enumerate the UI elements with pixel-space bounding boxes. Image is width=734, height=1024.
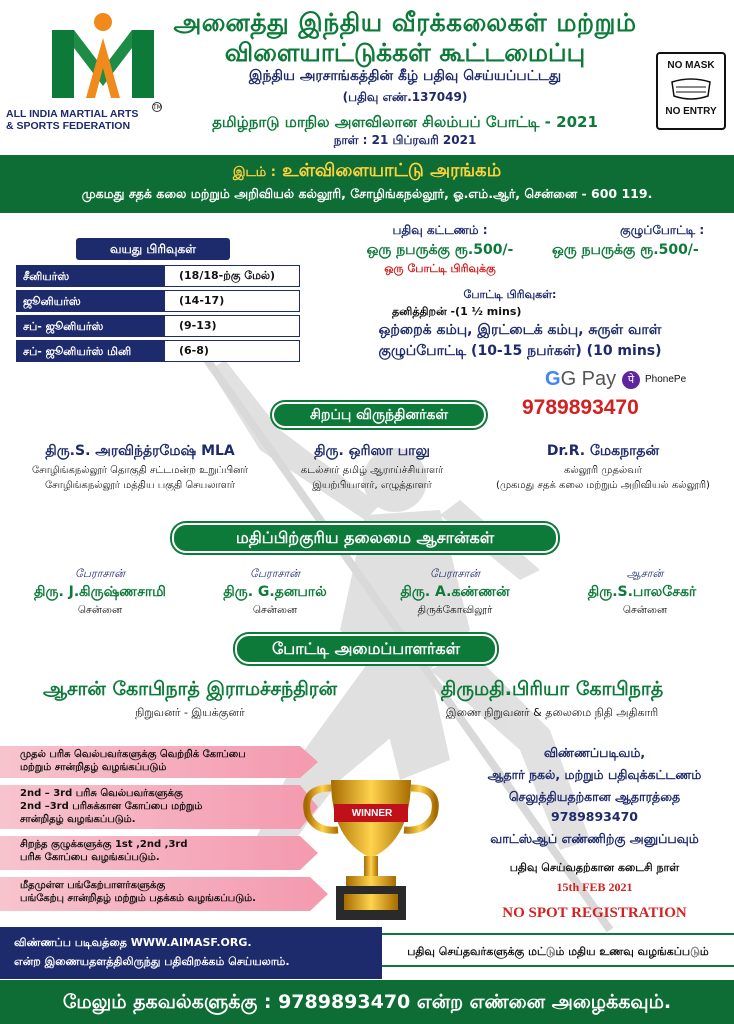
trophy-icon [296,770,446,930]
registered-under: இந்திய அரசாங்கத்தின் கீழ் பதிவு செய்யப்பட்டது [248,68,562,84]
guest-desc: (முகமது சதக் கலை மற்றும் அறிவியல் கல்லூரி) [496,480,710,491]
age-name: சீனியர்ஸ் [16,265,164,287]
age-row [16,265,300,287]
prize-line: 2nd –3rd பரிசுக்கான கோப்பை மற்றும் [20,801,203,812]
logo-text-line1: ALL INDIA MARTIAL ARTS [6,108,139,120]
gpay-text: G Pay [560,368,617,390]
guest-desc: சோழிங்கநல்லூர் மத்திய பகுதி செயலாளர் [44,480,236,491]
master-name: திரு. A.கண்ணன் [400,584,510,600]
competition-solo: தனித்திறன் -(1 ½ mins) [392,305,522,318]
prize-line: முதல் பரிசு வெல்பவர்களுக்கு வெற்றிக் கோப்பை [20,749,246,760]
guest-desc: கடல்சார் தமிழ் ஆராய்ச்சியாளர் [300,465,444,476]
guests-heading: சிறப்பு விருந்தினர்கள் [272,402,486,428]
title-line1: அனைத்து இந்திய வீரக்கலைகள் மற்றும் [173,8,637,37]
prize-line: மீதமுள்ள பங்கேற்பாளர்களுக்கு [20,880,166,891]
organizers-heading: போட்டி அமைப்பாளர்கள் [235,634,497,664]
no-mask-text: NO MASK [667,60,715,71]
no-entry-text: NO ENTRY [665,106,717,117]
footer-contact: மேலும் தகவல்களுக்கு : 9789893470 என்ற எண்னை அழைக்கவும். [0,980,734,1024]
age-range: (14-17) [164,290,300,312]
application-line: வாட்ஸ்ஆப் எண்ணிற்கு அனுப்பவும் [490,831,699,846]
age-name: சப்- ஜூனியர்ஸ் மினி [16,340,164,362]
gpay-logo: GG Pay [545,368,617,390]
guest-name: திரு.S. அரவிந்த்ரமேஷ் MLA [45,443,235,459]
prize-line: பங்கேற்பு சான்றிதழ் மற்றும் பதக்கம் வழங்கப்படும். [20,893,256,904]
masters-heading: மதிப்பிற்குரிய தலைமை ஆசான்கள் [172,523,558,553]
venue-name: உள்விளையாட்டு அரங்கம் [282,160,502,181]
phonepe-text: PhonePe [645,374,687,385]
download-line: விண்ணப்ப படிவத்தை WWW.AIMASF.ORG. [14,936,252,949]
application-line: விண்ணப்படிவம், [543,745,646,760]
event-title: தமிழ்நாடு மாநில அளவிலான சிலம்பப் போட்டி - 2021 [212,113,598,131]
guest-desc: இயற்பியாளர், எழுத்தாளர் [312,480,432,491]
trademark-mark: TM [153,104,162,111]
master-name: திரு. G.தனபால் [223,584,327,600]
master-city: சென்னை [252,604,298,616]
prize-banner [0,746,300,778]
age-row [16,315,300,337]
guest-desc: சோழிங்கநல்லூர் தொகுதி சட்டமன்ற உறுப்பினர் [31,465,249,476]
download-info [0,927,382,979]
group-fee-label: குழுப்போட்டி : [620,223,705,237]
age-categories-heading: வயது பிரிவுகள் [76,238,230,260]
prize-line: மற்றும் சான்றிதழ் வழங்கப்படும் [20,762,167,773]
age-name: சப்- ஜூனியர்ஸ் [16,315,164,337]
no-mask-sign [656,52,726,130]
aimasf-emblem-icon [48,8,158,103]
guest-name: திரு. ஒரிஸா பாலு [314,443,430,459]
competition-weapons: ஒற்றைக் கம்பு, இரட்டைக் கம்பு, சுருள் வாள் [378,322,662,338]
prize-banner [0,877,310,911]
competition-group: குழுப்போட்டி (10-15 நபர்கள்) (10 mins) [378,343,662,359]
master-name: திரு. J.கிருஷ்ணசாமி [34,584,166,600]
master-city: சென்னை [622,604,668,616]
organizer-name: திருமதி.பிரியா கோபிநாத் [440,678,664,700]
logo-text-line2: & SPORTS FEDERATION [6,120,131,132]
prize-line: சான்றிதழ் வழங்கப்படும். [20,814,136,825]
organizer-role: இணை நிறுவனர் & தலைமை நிதி அதிகாரி [445,706,659,719]
application-line: செலுத்தியதற்கான ஆதாரத்தை [508,789,681,804]
download-line: என்ற இணையதளத்திலிருந்து பதிவிறக்கம் செய்யலாம். [14,955,290,968]
application-line: ஆதார் நகல், மற்றும் பதிவுக்கட்டணம் [487,767,702,782]
prize-line: சிறந்த குழுக்களுக்கு 1st ,2nd ,3rd [20,839,188,850]
age-range: (6-8) [164,340,300,362]
org-logo [6,8,162,138]
reg-number: (பதிவு எண்.137049) [342,90,468,104]
age-range: (18/18-ற்கு மேல்) [164,265,300,287]
reg-fee-value: ஒரு நபருக்கு ரூ.500/- [366,242,514,258]
mask-icon [666,74,716,104]
guest-desc: கல்லூரி முதல்வர் [563,465,643,476]
master-city: திருக்கோவிலூர் [417,604,493,616]
payment-phone: 9789893470 [522,396,639,419]
organizer-role: நிறுவனர் - இயக்குனர் [135,706,245,719]
master-title: ஆசான் [626,567,664,580]
venue-heading [0,160,734,183]
guest-name: Dr.R. மேகநாதன் [546,443,660,459]
master-title: பேராசான் [75,567,125,580]
venue-address: முகமது சதக் கலை மற்றும் அறிவியல் கல்லூரி, சோழிங்கநல்லூர், ஓ.எம்.ஆர், சென்னை - 600 119. [81,186,653,201]
prize-banner [0,785,300,829]
prize-line: பரிசு கோப்பை வழங்கப்படும். [20,852,160,863]
title-line2: விளையாட்டுக்கள் கூட்டமைப்பு [224,38,586,67]
deadline-date: 15th FEB 2021 [556,880,633,894]
organizer-name: ஆசான் கோபிநாத் இராமச்சந்திரன் [42,678,338,700]
master-city: சென்னை [77,604,123,616]
phonepe-icon: पे [622,371,640,389]
group-fee-value: ஒரு நபருக்கு ரூ.500/- [552,242,699,258]
event-date: நாள் : 21 பிப்ரவரி 2021 [333,133,477,147]
trophy-label: WINNER [351,808,393,819]
age-name: ஜூனியர்ஸ் [16,290,164,312]
reg-fee-note: ஒரு போட்டி பிரிவுக்கு [384,262,496,275]
age-row [16,340,300,362]
master-name: திரு.S.பாலசேகர் [587,584,697,600]
application-phone: 9789893470 [551,809,638,824]
deadline-label: பதிவு செய்வதற்கான கடைசி நாள் [509,861,680,874]
reg-fee-label: பதிவு கட்டணம் : [392,223,488,237]
age-row [16,290,300,312]
competition-label: போட்டி பிரிவுகள்: [463,288,557,301]
master-title: பேராசான் [250,567,300,580]
prize-line: 2nd – 3rd பரிசு வெல்பவர்களுக்கு [20,788,183,799]
prize-banner [0,836,300,870]
master-title: பேராசான் [430,567,480,580]
no-spot-registration: NO SPOT REGISTRATION [502,905,687,921]
food-note: பதிவு செய்தவர்களுக்கு மட்டும் மதிய உணவு வழங்கப்படும் [382,933,734,967]
age-range: (9-13) [164,315,300,337]
venue-label: இடம் : [232,165,276,180]
